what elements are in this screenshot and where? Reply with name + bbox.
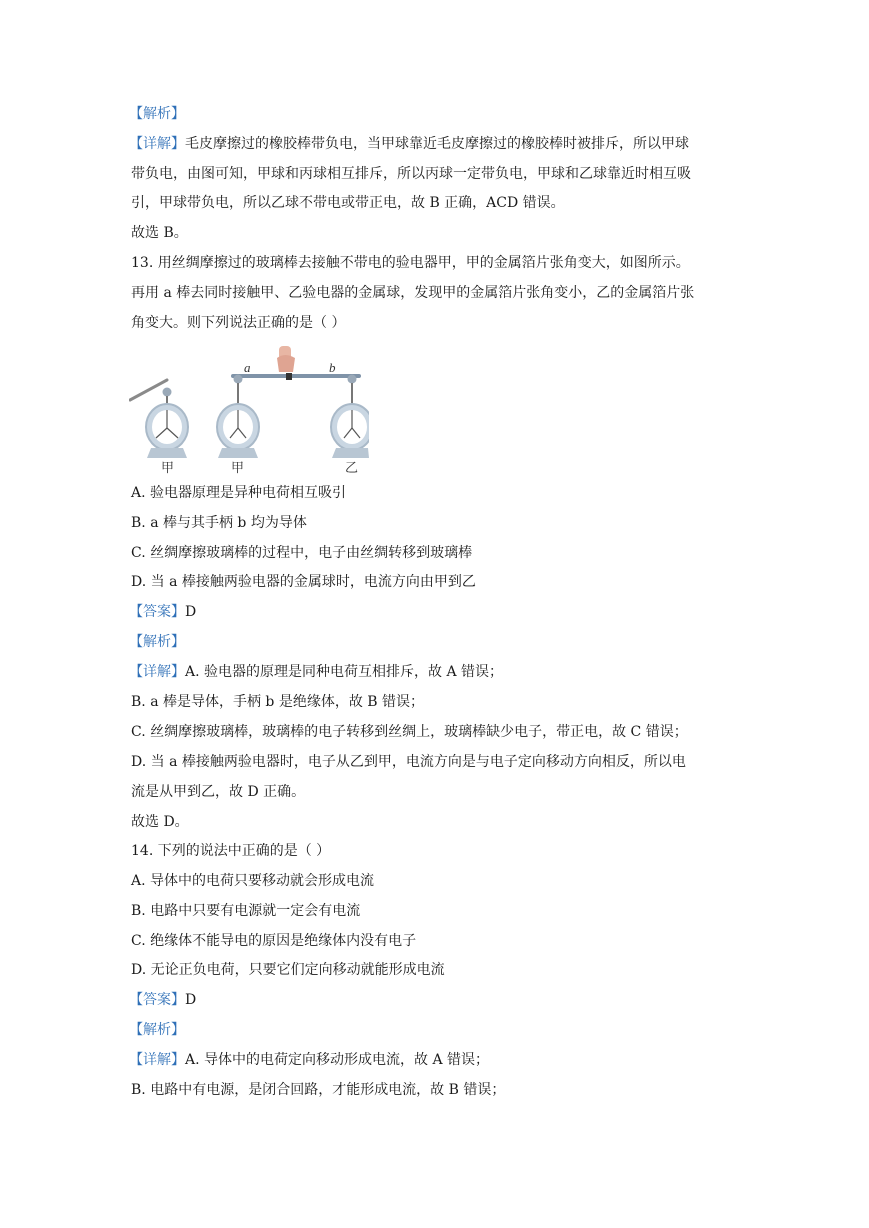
- q13-answer-line: [129, 602, 196, 622]
- q12-detail-line: 引，甲球带负电，所以乙球不带电或带正电，故 B 正确，ACD 错误。: [131, 195, 565, 211]
- q14-detail-line: B. 电路中有电源，是闭合回路，才能形成电流，故 B 错误；: [131, 1082, 506, 1098]
- q14-option-d: D. 无论正负电荷，只要它们定向移动就能形成电流: [131, 962, 445, 978]
- q14-detail-line: [129, 1050, 489, 1070]
- electroscope-figure: [129, 344, 369, 476]
- q12-analysis-tag: 【解析】: [129, 106, 185, 122]
- conductor-rod: [231, 374, 361, 378]
- q13-answer: D: [185, 604, 197, 620]
- label-a: a: [244, 360, 251, 375]
- q13-detail-line: D. 当 a 棒接触两验电器时，电子从乙到甲，电流方向是与电子定向移动方向相反，所以电: [131, 754, 686, 770]
- q14-option-a: A. 导体中的电荷只要移动就会形成电流: [131, 873, 375, 889]
- q12-detail-text: 毛皮摩擦过的橡胶棒带负电，当甲球靠近毛皮摩擦过的橡胶棒时被排斥，所以甲球: [185, 136, 689, 152]
- q13-option-d: D. 当 a 棒接触两验电器的金属球时，电流方向由甲到乙: [131, 574, 476, 590]
- q12-detail-line: [129, 134, 689, 154]
- q14-answer-tag: 【答案】: [129, 992, 185, 1008]
- q13-option-a: A. 验电器原理是异种电荷相互吸引: [131, 485, 347, 501]
- q13-detail-tag: 【详解】: [129, 664, 185, 680]
- q13-detail-line: B. a 棒是导体，手柄 b 是绝缘体，故 B 错误；: [131, 694, 425, 710]
- q13-stem-line: 角变大。则下列说法正确的是（ ）: [131, 315, 346, 331]
- q14-detail-tag: 【详解】: [129, 1052, 185, 1068]
- q12-detail-line: 带负电，由图可知，甲球和丙球相互排斥，所以丙球一定带负电，甲球和乙球靠近时相互吸: [131, 166, 691, 182]
- electroscope-2: [217, 375, 259, 459]
- hand-icon: [277, 346, 295, 372]
- q13-option-b: B. a 棒与其手柄 b 均为导体: [131, 515, 307, 531]
- q12-detail-tag: 【详解】: [129, 136, 185, 152]
- q13-detail-line: C. 丝绸摩擦玻璃棒，玻璃棒的电子转移到丝绸上，玻璃棒缺少电子，带正电，故 C 错误；: [131, 724, 688, 740]
- q14-stem: 14. 下列的说法中正确的是（ ）: [131, 843, 331, 859]
- rod-handle-joint: [286, 373, 292, 380]
- q13-option-c: C. 丝绸摩擦玻璃棒的过程中，电子由丝绸转移到玻璃棒: [131, 545, 473, 561]
- q14-answer: D: [185, 992, 197, 1008]
- q14-option-b: B. 电路中只要有电源就一定会有电流: [131, 903, 361, 919]
- label-b: b: [329, 360, 336, 375]
- caption-jia-1: 甲: [161, 461, 175, 476]
- q14-detail-text: A. 导体中的电荷定向移动形成电流，故 A 错误；: [185, 1052, 490, 1068]
- q13-detail-line: 流是从甲到乙，故 D 正确。: [131, 784, 306, 800]
- caption-jia-2: 甲: [231, 461, 245, 476]
- q14-analysis-tag: 【解析】: [129, 1022, 185, 1038]
- q13-detail-text: A. 验电器的原理是同种电荷互相排斥，故 A 错误；: [185, 664, 504, 680]
- q13-stem-line: 再用 a 棒去同时接触甲、乙验电器的金属球，发现甲的金属箔片张角变小，乙的金属箔片张: [131, 285, 695, 301]
- q13-conclusion: 故选 D。: [131, 814, 189, 830]
- q13-stem-line: 13. 用丝绸摩擦过的玻璃棒去接触不带电的验电器甲，甲的金属箔片张角变大，如图所示。: [131, 255, 690, 271]
- q13-analysis-tag: 【解析】: [129, 634, 185, 650]
- q13-detail-line: [129, 662, 503, 682]
- electroscope-1: [146, 388, 188, 459]
- q14-option-c: C. 绝缘体不能导电的原因是绝缘体内没有电子: [131, 933, 417, 949]
- q12-conclusion: 故选 B。: [131, 225, 188, 241]
- caption-yi: 乙: [345, 461, 359, 476]
- glass-rod: [130, 380, 167, 400]
- q13-answer-tag: 【答案】: [129, 604, 185, 620]
- electroscope-3: [331, 375, 369, 459]
- q14-answer-line: [129, 990, 196, 1010]
